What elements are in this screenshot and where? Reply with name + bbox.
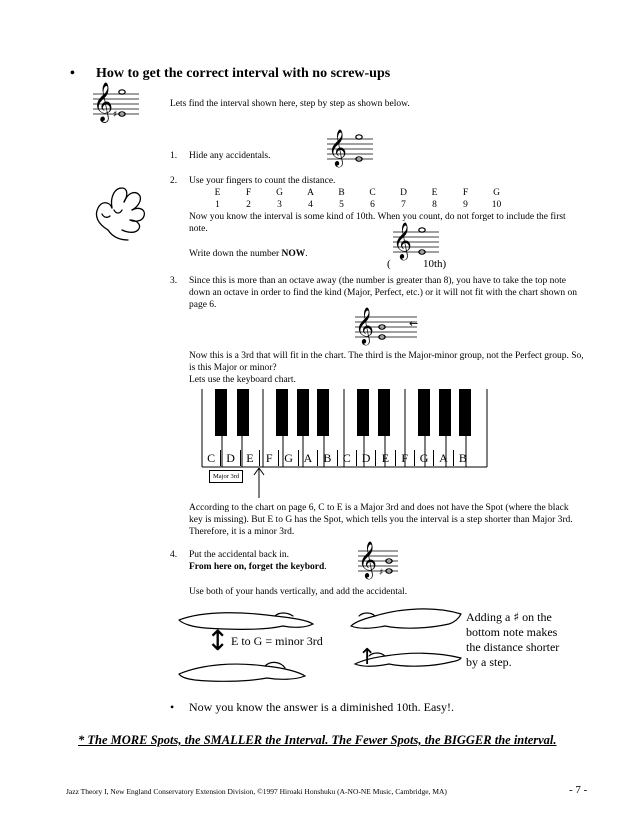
- key-label: G: [415, 450, 434, 466]
- sharp-note-post: on the bottom note makes the distance shorter by a step.: [466, 610, 560, 669]
- step-1-text: Hide any accidentals.: [189, 151, 271, 161]
- keyboard-intro: Lets use the keyboard chart.: [189, 375, 296, 385]
- conclusion-bullet: •: [170, 700, 175, 714]
- treble-clef-icon: 𝄞: [328, 128, 347, 166]
- count-numbers: [202, 199, 512, 211]
- example-interval-label: E to G = minor 3rd: [231, 634, 323, 648]
- svg-text:♯: ♯: [379, 568, 384, 578]
- count-number: 8: [432, 200, 437, 210]
- conclusion-text: Now you know the answer is a diminished 10th. Easy!.: [189, 700, 454, 714]
- count-letter: F: [462, 188, 469, 198]
- count-number: 1: [215, 200, 220, 210]
- step-2-after: Now you know the interval is some kind of 10th. When you count, do not forget to include the first note.: [189, 212, 566, 234]
- key-label: G: [279, 450, 298, 466]
- step-3-text: Since this is more than an octave away (the number is greater than 8), you have to take the top note down an octave in order to find the kind (Major, Perfect, etc.) or it will not fit with the chart shown on page 6.: [189, 276, 577, 310]
- treble-clef-icon: 𝄞: [393, 221, 412, 259]
- write-now: NOW: [281, 249, 306, 259]
- hands-instruction: Use both of your hands vertically, and add the accidental.: [189, 587, 408, 597]
- key-label: A: [434, 450, 453, 466]
- svg-text:♯: ♯: [113, 110, 118, 120]
- interval-arrow-up-icon: ↑: [358, 645, 377, 670]
- interval-updown-arrow-icon: ↕: [206, 624, 230, 657]
- sharp-note: [466, 610, 572, 670]
- step-3-third-text: Now this is a 3rd that will fit in the chart. The third is the Major-minor group, not the Perfect group. So, is this Major or minor?: [189, 351, 584, 373]
- key-label: F: [396, 450, 415, 466]
- treble-clef-icon: 𝄞: [358, 540, 377, 578]
- key-label: E: [376, 450, 395, 466]
- count-letter: D: [400, 188, 407, 198]
- count-number: 5: [339, 200, 344, 210]
- tenth-open-paren: (: [387, 258, 391, 270]
- rule-text: * The MORE Spots, the SMALLER the Interval. The Fewer Spots, the BIGGER the interval.: [78, 733, 557, 747]
- key-label: B: [458, 451, 467, 465]
- keyboard-key-labels: [202, 450, 472, 466]
- footer-credit: Jazz Theory I, New England Conservatory Extension Division, ©1997 Hiroaki Honshuku (A-NO-NE Music, Cambridge, MA): [66, 787, 447, 796]
- count-number: 2: [246, 200, 251, 210]
- key-label: D: [357, 450, 376, 466]
- page-number: - 7 -: [569, 784, 588, 796]
- count-letter: F: [245, 188, 252, 198]
- page-heading: How to get the correct interval with no screw-ups: [96, 66, 391, 81]
- step-2-number: 2.: [170, 176, 178, 186]
- major-third-box: Major 3rd: [209, 470, 243, 483]
- step-1-number: 1.: [170, 151, 178, 161]
- count-letter: G: [493, 188, 500, 198]
- write-prefix: Write down the number: [189, 249, 282, 259]
- treble-clef-icon: 𝄞: [355, 306, 374, 344]
- counting-hand-icon: [88, 180, 156, 246]
- step-3-number: 3.: [170, 276, 178, 286]
- count-number: 3: [277, 200, 282, 210]
- key-label: A: [299, 450, 318, 466]
- write-suffix: .: [305, 249, 308, 259]
- count-letter: B: [338, 188, 345, 198]
- count-letter: G: [276, 188, 283, 198]
- key-label: C: [338, 450, 357, 466]
- count-letter: E: [214, 188, 221, 198]
- count-number: 10: [491, 200, 502, 210]
- heading-bullet: •: [70, 66, 75, 81]
- count-number: 7: [401, 200, 406, 210]
- step-2-text: Use your fingers to count the distance.: [189, 176, 336, 186]
- key-label: E: [241, 450, 260, 466]
- tenth-label: 10th): [423, 258, 447, 270]
- treble-clef-icon: 𝄞: [93, 82, 114, 122]
- key-label: B: [318, 450, 337, 466]
- count-letter: A: [307, 188, 314, 198]
- keyboard-spot-arrow: [252, 466, 266, 500]
- sharp-note-pre: Adding a: [466, 610, 511, 624]
- count-letters: [202, 187, 512, 199]
- key-label: D: [221, 450, 240, 466]
- step-4-text: Put the accidental back in.: [189, 550, 289, 560]
- count-number: 4: [308, 200, 313, 210]
- count-number: 9: [463, 200, 468, 210]
- key-label: F: [260, 450, 279, 466]
- count-letter: C: [369, 188, 376, 198]
- sharp-icon: ♯: [513, 610, 520, 624]
- key-label: C: [202, 450, 221, 466]
- forget-keyboard-period: .: [324, 562, 327, 572]
- write-number-line: [189, 248, 308, 260]
- count-letter: E: [431, 188, 438, 198]
- step-3-after-chart: According to the chart on page 6, C to E is a Major 3rd and does not have the Spot (where the black key is missing). But E to G has the Spot, which tells you the interval is a step shorter than Major 3rd. Therefore, it is a minor 3rd.: [189, 503, 573, 537]
- intro-text: Lets find the interval shown here, step by step as shown below.: [170, 99, 410, 109]
- count-number: 6: [370, 200, 375, 210]
- step-4-bold-line: [189, 561, 327, 573]
- step-4-number: 4.: [170, 550, 178, 560]
- forget-keyboard-text: From here on, forget the keybord: [189, 562, 325, 572]
- arrow-left-icon: ←: [409, 317, 419, 330]
